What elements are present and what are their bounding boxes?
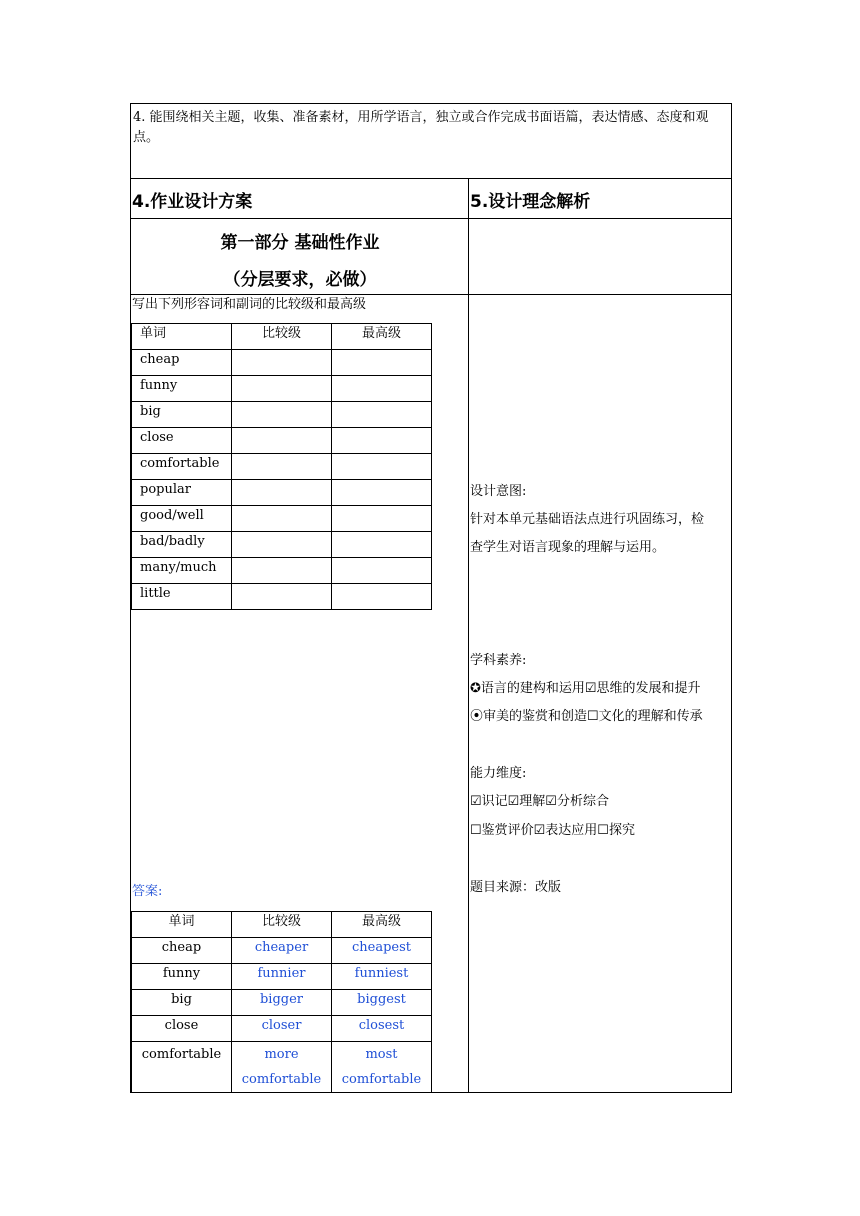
column-divider: [468, 178, 469, 1092]
ability-line: ☐鉴赏评价☑表达应用☐探究: [470, 823, 635, 838]
superlative-blank[interactable]: [332, 532, 432, 558]
header-right: 5.设计理念解析: [470, 192, 591, 212]
intent-line: 针对本单元基础语法点进行巩固练习，检: [470, 512, 705, 527]
table-row: [132, 990, 432, 1016]
word-cell: funny: [132, 964, 232, 990]
superlative-blank[interactable]: [332, 376, 432, 402]
word-cell: cheap: [132, 350, 232, 376]
table-row: [132, 506, 432, 532]
table-row: [132, 1016, 432, 1042]
word-cell: many/much: [132, 558, 232, 584]
superlative-answer: cheapest: [332, 938, 432, 964]
table-header-row: [132, 324, 432, 350]
comparative-answer: funnier: [232, 964, 332, 990]
word-cell: bad/badly: [132, 532, 232, 558]
table-row: [132, 454, 432, 480]
header-superlative: 最高级: [332, 912, 432, 938]
header-comparative: 比较级: [232, 912, 332, 938]
header-comparative: 比较级: [232, 324, 332, 350]
literacy-label: 学科素养:: [470, 653, 527, 668]
superlative-answer: biggest: [332, 990, 432, 1016]
intent-line: 查学生对语言现象的理解与运用。: [470, 540, 666, 555]
comparative-answer: [232, 1042, 332, 1093]
table-row: [132, 1042, 432, 1093]
comparative-blank[interactable]: [232, 454, 332, 480]
word-cell: close: [132, 428, 232, 454]
table-row: [132, 558, 432, 584]
outer-table: [130, 103, 732, 1093]
word-cell: good/well: [132, 506, 232, 532]
word-cell: popular: [132, 480, 232, 506]
literacy-line: ⦿审美的鉴赏和创造☐文化的理解和传承: [470, 709, 703, 724]
word-cell: funny: [132, 376, 232, 402]
table-row: [132, 402, 432, 428]
answer-line: comfortable: [341, 1072, 422, 1087]
comparative-blank[interactable]: [232, 376, 332, 402]
comparative-blank[interactable]: [232, 480, 332, 506]
table-row: [132, 428, 432, 454]
comparative-blank[interactable]: [232, 506, 332, 532]
table-row: [132, 376, 432, 402]
word-cell: comfortable: [132, 1042, 232, 1093]
source-text: 题目来源：改版: [470, 880, 562, 895]
superlative-blank[interactable]: [332, 584, 432, 610]
table-row: [132, 584, 432, 610]
ability-line: ☑识记☑理解☑分析综合: [470, 794, 609, 809]
comparative-blank[interactable]: [232, 350, 332, 376]
comparative-answer: closer: [232, 1016, 332, 1042]
answer-line: most: [365, 1047, 398, 1062]
part-subtitle: （分层要求，必做）: [223, 270, 377, 290]
table-row: [132, 350, 432, 376]
ability-label: 能力维度:: [470, 766, 527, 781]
superlative-blank[interactable]: [332, 402, 432, 428]
answer-line: more: [264, 1047, 299, 1062]
word-cell: big: [132, 402, 232, 428]
comparative-blank[interactable]: [232, 584, 332, 610]
header-superlative: 最高级: [332, 324, 432, 350]
row-divider: [131, 218, 731, 219]
superlative-blank[interactable]: [332, 506, 432, 532]
header-left: 4.作业设计方案: [132, 192, 253, 212]
literacy-line: ✪语言的建构和运用☑思维的发展和提升: [470, 681, 701, 696]
word-cell: big: [132, 990, 232, 1016]
row-divider: [131, 178, 731, 179]
intro-text: 4. 能围绕相关主题，收集、准备素材，用所学语言，独立或合作完成书面语篇，表达情感、态度和观点。: [133, 110, 709, 145]
superlative-answer: closest: [332, 1016, 432, 1042]
comparative-blank[interactable]: [232, 532, 332, 558]
comparative-blank[interactable]: [232, 402, 332, 428]
table-row: [132, 964, 432, 990]
word-cell: close: [132, 1016, 232, 1042]
answer-table: [131, 911, 432, 1093]
header-word: 单词: [132, 324, 232, 350]
comparative-blank[interactable]: [232, 428, 332, 454]
comparative-answer: bigger: [232, 990, 332, 1016]
part-title: 第一部分 基础性作业: [220, 233, 380, 253]
answer-label: 答案:: [132, 884, 163, 899]
table-row: [132, 480, 432, 506]
table-row: [132, 938, 432, 964]
question-table: [131, 323, 432, 610]
superlative-blank[interactable]: [332, 428, 432, 454]
answer-line: comfortable: [241, 1072, 322, 1087]
table-header-row: [132, 912, 432, 938]
word-cell: cheap: [132, 938, 232, 964]
header-word: 单词: [132, 912, 232, 938]
superlative-blank[interactable]: [332, 480, 432, 506]
table-row: [132, 532, 432, 558]
word-cell: little: [132, 584, 232, 610]
superlative-blank[interactable]: [332, 350, 432, 376]
superlative-blank[interactable]: [332, 558, 432, 584]
intent-label: 设计意图:: [470, 484, 527, 499]
comparative-answer: cheaper: [232, 938, 332, 964]
superlative-blank[interactable]: [332, 454, 432, 480]
superlative-answer: [332, 1042, 432, 1093]
instruction-text: 写出下列形容词和副词的比较级和最高级: [132, 297, 367, 312]
comparative-blank[interactable]: [232, 558, 332, 584]
superlative-answer: funniest: [332, 964, 432, 990]
word-cell: comfortable: [132, 454, 232, 480]
